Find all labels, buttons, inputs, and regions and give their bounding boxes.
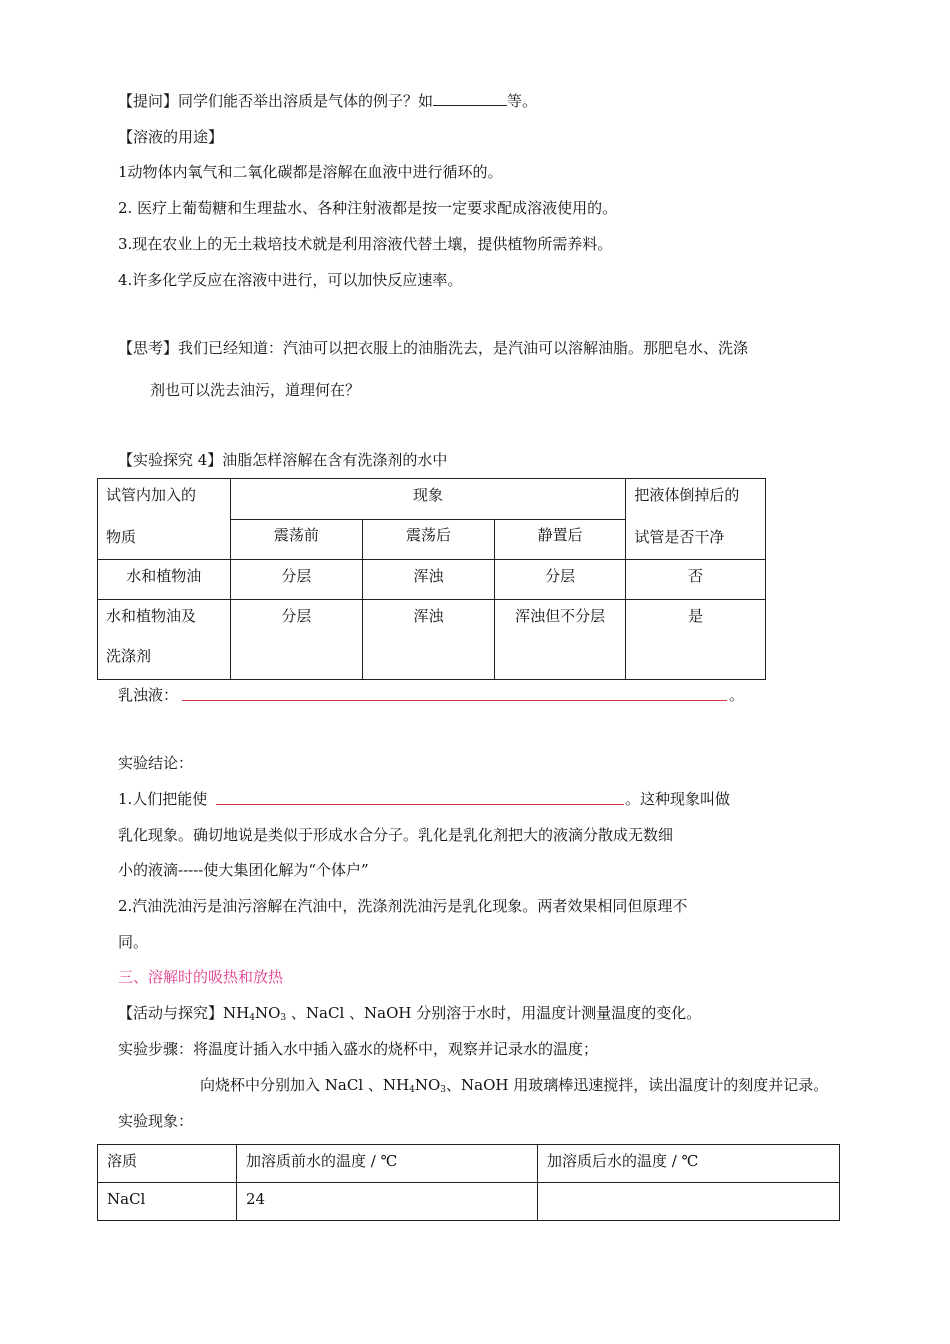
row2-substance	[98, 600, 231, 680]
table-row	[98, 600, 766, 680]
question-text: 【提问】同学们能否举出溶质是气体的例子？如	[118, 92, 434, 110]
activity-text-3: 、NaCl 、NaOH 分别溶于水时，用温度计测量温度的变化。	[286, 1004, 702, 1022]
row2-substance-line-2: 洗涤剂	[106, 647, 152, 665]
header-clean-line-1: 把液体倒掉后的	[634, 486, 740, 504]
temp-row1-after-text	[538, 1183, 839, 1189]
emulsion-answer-line[interactable]	[182, 700, 727, 701]
experiment-4-title: 【实验探究 4】油脂怎样溶解在含有洗涤剂的水中	[118, 451, 448, 469]
steps-sub-1: 4	[409, 1085, 415, 1095]
row2-after	[363, 600, 495, 680]
conclusion-line-3: 小的液滴-----使大集团化解为“个体户”	[118, 861, 369, 879]
temp-row1-before-text: 24	[246, 1190, 266, 1208]
uses-item-1: 1动物体内氧气和二氧化碳都是溶解在血液中进行循环的。	[118, 163, 503, 181]
conclusion-answer-line[interactable]	[216, 804, 624, 805]
steps-text-1: 向烧杯中分别加入 NaCl 、NH	[200, 1076, 410, 1094]
header-settle	[494, 520, 626, 560]
row2-settle-text: 浑浊但不分层	[515, 607, 606, 625]
header-clean-line-2: 试管是否干净	[634, 528, 725, 546]
temp-row1-solute-text: NaCl	[107, 1190, 146, 1208]
conclusion-line-2: 乳化现象。确切地说是类似于形成水合分子。乳化是乳化剂把大的液滴分散成无数细	[118, 826, 674, 844]
row2-clean	[626, 600, 766, 680]
uses-item-3: 3.现在农业上的无土栽培技术就是利用溶液代替土壤，提供植物所需养料。	[118, 235, 613, 253]
row2-before	[230, 600, 363, 680]
temp-header-before-text: 加溶质前水的温度 / ℃	[246, 1152, 398, 1170]
question-end: 等。	[507, 92, 538, 110]
header-before	[230, 520, 363, 560]
conclusion-line-1-pre: 1.人们把能使	[118, 790, 208, 808]
header-substance-line-1: 试管内加入的	[106, 486, 197, 504]
temperature-table	[97, 1144, 840, 1221]
row1-after	[363, 560, 495, 600]
header-after	[363, 520, 495, 560]
steps-line-2	[200, 1075, 828, 1100]
row1-substance-text: 水和植物油	[126, 567, 202, 585]
row1-before-text: 分层	[281, 567, 312, 585]
header-settle-label: 静置后	[537, 526, 583, 544]
conclusion-line-5: 同。	[118, 933, 149, 951]
row2-before-text: 分层	[281, 607, 312, 625]
table-row	[98, 1183, 840, 1221]
question-line	[118, 91, 537, 111]
temp-row1-solute	[98, 1183, 237, 1221]
row1-before	[230, 560, 363, 600]
header-substance	[98, 479, 231, 560]
activity-sub-1: 4	[249, 1013, 255, 1023]
row1-clean	[626, 560, 766, 600]
uses-heading: 【溶液的用途】	[118, 128, 224, 146]
row2-substance-line-1: 水和植物油及	[106, 607, 197, 625]
temp-row1-after[interactable]	[538, 1183, 840, 1221]
row1-settle	[494, 560, 626, 600]
conclusion-line-4: 2.汽油洗油污是油污溶解在汽油中，洗涤剂洗油污是乳化现象。两者效果相同但原理不	[118, 897, 688, 915]
row1-clean-text: 否	[688, 567, 704, 585]
temp-header-solute-text: 溶质	[107, 1152, 138, 1170]
header-substance-line-2: 物质	[106, 528, 137, 546]
activity-line	[118, 1003, 701, 1028]
steps-line-1: 实验步骤：将温度计插入水中插入盛水的烧杯中，观察并记录水的温度；	[118, 1040, 599, 1058]
think-line-2: 剂也可以洗去油污，道理何在？	[150, 381, 361, 399]
activity-text-2: NO	[254, 1004, 281, 1022]
activity-sub-2: 3	[280, 1013, 287, 1023]
header-phenomenon-label: 现象	[412, 486, 443, 504]
emulsion-end: 。	[729, 686, 745, 704]
row2-after-text: 浑浊	[413, 607, 444, 625]
emulsion-label: 乳浊液：	[118, 686, 179, 704]
phenomenon-label: 实验现象：	[118, 1112, 194, 1130]
row1-settle-text: 分层	[545, 567, 576, 585]
row2-clean-text: 是	[688, 607, 704, 625]
row1-after-text: 浑浊	[413, 567, 444, 585]
temp-header-after-text: 加溶质后水的温度 / ℃	[547, 1152, 699, 1170]
steps-sub-2: 3	[440, 1085, 446, 1095]
temp-header-before	[237, 1145, 538, 1183]
temp-header-solute	[98, 1145, 237, 1183]
header-phenomenon	[230, 479, 626, 520]
uses-item-4: 4.许多化学反应在溶液中进行，可以加快反应速率。	[118, 271, 463, 289]
row1-substance	[98, 560, 231, 600]
conclusion-line-1-post: 。这种现象叫做	[625, 790, 731, 808]
activity-text-1: 【活动与探究】NH	[118, 1004, 250, 1022]
table-row	[98, 560, 766, 600]
steps-text-2: NO	[414, 1076, 441, 1094]
header-after-label: 震荡后	[405, 526, 451, 544]
think-line-1: 【思考】我们已经知道：汽油可以把衣服上的油脂洗去，是汽油可以溶解油脂。那肥皂水、洗涤	[118, 339, 749, 357]
uses-item-2: 2. 医疗上葡萄糖和生理盐水、各种注射液都是按一定要求配成溶液使用的。	[118, 199, 618, 217]
section-3-title: 三、溶解时的吸热和放热	[118, 968, 284, 986]
header-before-label: 震荡前	[273, 526, 319, 544]
header-clean	[626, 479, 766, 560]
temp-row1-before	[237, 1183, 538, 1221]
experiment-4-table	[97, 478, 766, 680]
question-blank[interactable]	[433, 91, 507, 106]
row2-settle	[494, 600, 626, 680]
conclusion-heading: 实验结论：	[118, 754, 194, 772]
temp-header-after	[538, 1145, 840, 1183]
steps-text-3: 、NaOH 用玻璃棒迅速搅拌，读出温度计的刻度并记录。	[446, 1076, 829, 1094]
